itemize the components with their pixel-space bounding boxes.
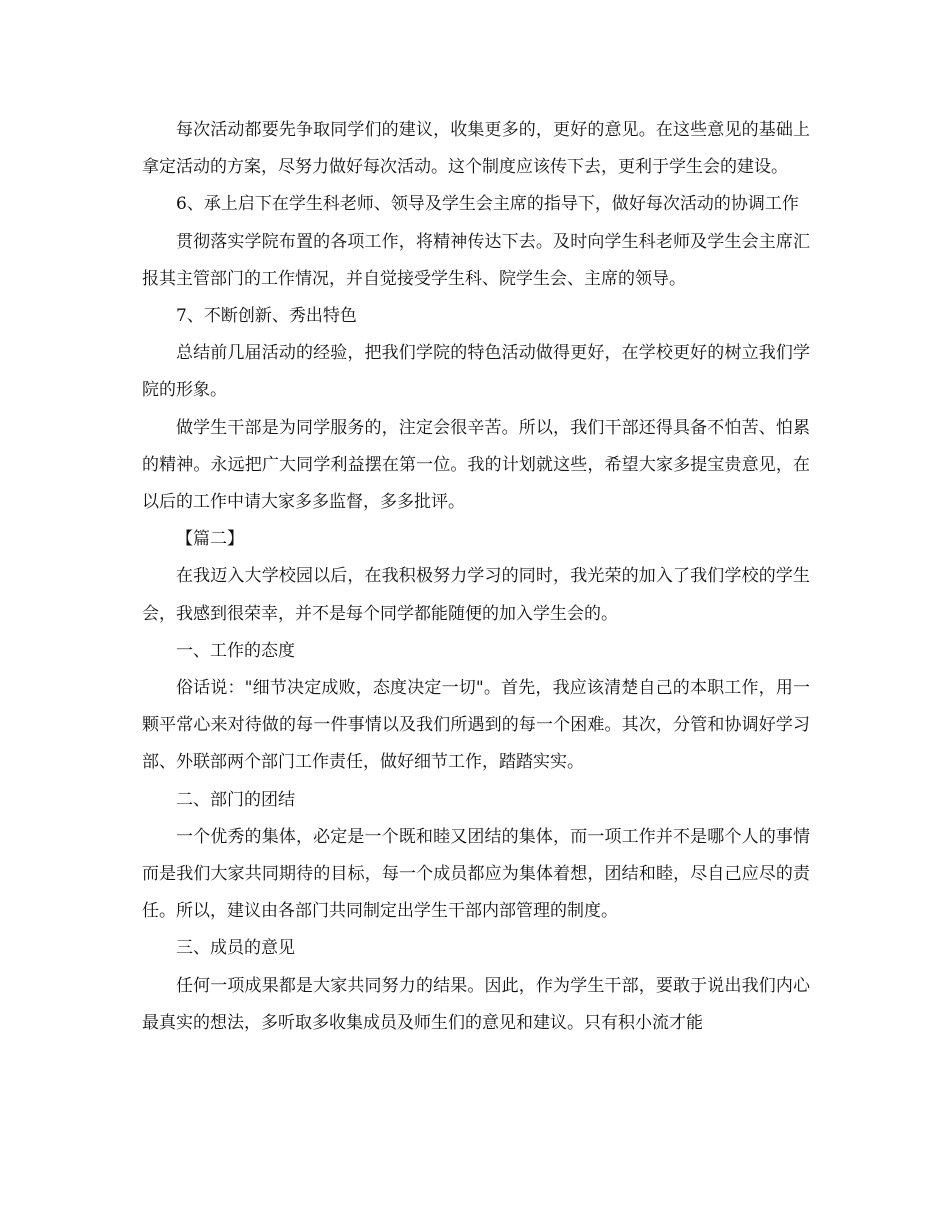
paragraph-3: 贯彻落实学院布置的各项工作，将精神传达下去。及时向学生科老师及学生会主席汇报其主管部门的工作情况，并自觉接受学生科、院学生会、主席的领导。 xyxy=(142,231,810,289)
section-heading-2: 二、部门的团结 xyxy=(176,789,295,810)
part-heading: 【篇二】 xyxy=(176,529,244,550)
section-heading-1: 一、工作的态度 xyxy=(176,640,295,661)
section-heading-3: 三、成员的意见 xyxy=(176,938,295,959)
paragraph-6: 做学生干部是为同学服务的，注定会很辛苦。所以，我们干部还得具备不怕苦、怕累的精神。永远把广大同学利益摆在第一位。我的计划就这些，希望大家多提宝贵意见，在以后的工作中请大家多多监督，多多批评。 xyxy=(142,417,810,513)
document-body xyxy=(142,112,810,1042)
paragraph-2: 6、承上启下在学生科老师、领导及学生会主席的指导下，做好每次活动的协调工作 xyxy=(176,194,799,215)
paragraph-1: 每次活动都要先争取同学们的建议，收集更多的，更好的意见。在这些意见的基础上拿定活动的方案，尽努力做好每次活动。这个制度应该传下去，更利于学生会的建设。 xyxy=(142,120,810,178)
paragraph-12: 一个优秀的集体，必定是一个既和睦又团结的集体，而一项工作并不是哪个人的事情而是我们大家共同期待的目标，每一个成员都应为集体着想，团结和睦，尽自己应尽的责任。所以，建议由各部门共同制定出学生干部内部管理的制度。 xyxy=(142,826,810,922)
paragraph-14: 任何一项成果都是大家共同努力的结果。因此，作为学生干部，要敢于说出我们内心最真实的想法，多听取多收集成员及师生们的意见和建议。只有积小流才能 xyxy=(142,975,810,1033)
section-heading-7: 7、不断创新、秀出特色 xyxy=(176,306,357,327)
paragraph-5: 总结前几届活动的经验，把我们学院的特色活动做得更好，在学校更好的树立我们学院的形象。 xyxy=(142,343,810,401)
paragraph-8: 在我迈入大学校园以后，在我积极努力学习的同时，我光荣的加入了我们学校的学生会，我感到很荣幸，并不是每个同学都能随便的加入学生会的。 xyxy=(142,566,810,624)
paragraph-10: 俗话说："细节决定成败，态度决定一切"。首先，我应该清楚自己的本职工作，用一颗平常心来对待做的每一件事情以及我们所遇到的每一个困难。其次，分管和协调好学习部、外联部两个部门工作责任，做好细节工作，踏踏实实。 xyxy=(142,678,810,773)
